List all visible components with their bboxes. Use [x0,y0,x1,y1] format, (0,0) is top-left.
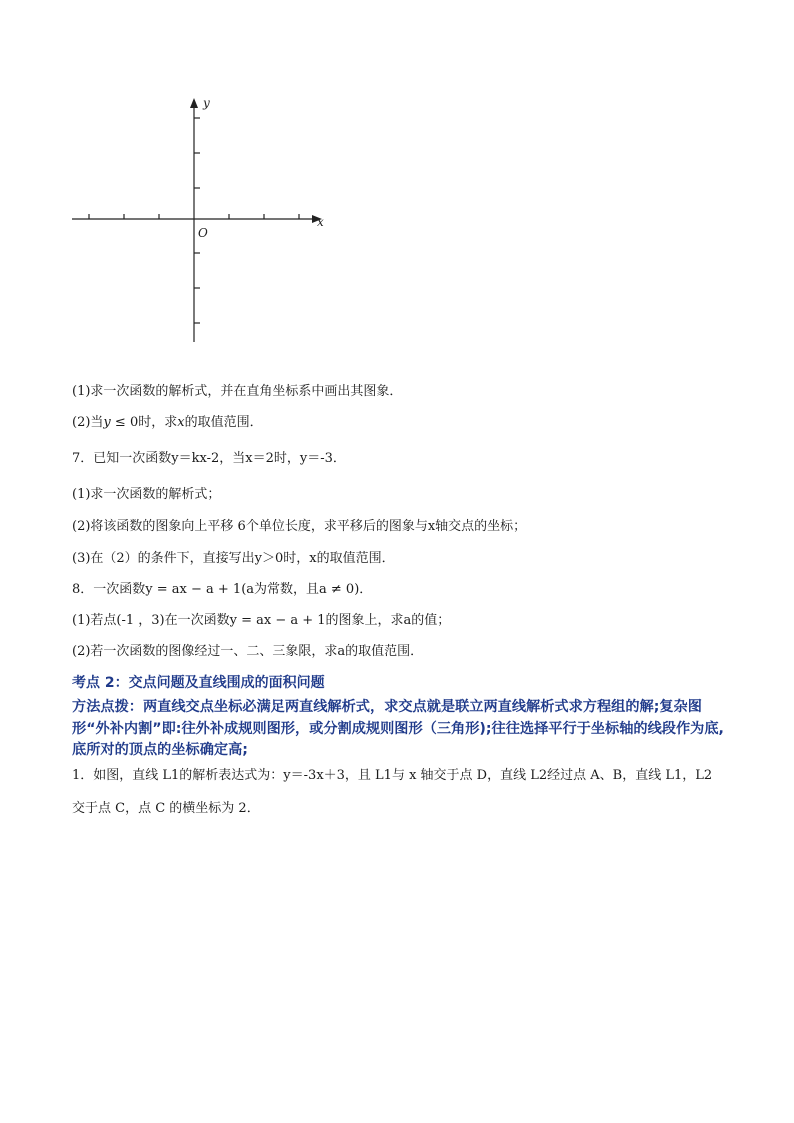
q6-part2 [72,414,263,432]
x-axis-label: x [317,215,324,229]
q8-part2: (2)若一次函数的图像经过一、二、三象限，求a的取值范围． [72,644,424,659]
q6-part2-suffix: 的取值范围． [184,415,263,430]
q7-part1: (1)求一次函数的解析式； [72,487,221,502]
q1-line2: 交于点 C，点 C 的横坐标为 2． [72,801,260,816]
y-axis-arrow [190,98,198,108]
q6-part2-var-x: x [177,415,185,430]
origin-label: O [198,226,208,240]
q6-part2-mid: ≤ 0时，求 [110,415,178,430]
q6-part2-var-y: y [103,415,111,430]
q7-stem: 7．已知一次函数y＝kx-2，当x＝2时，y＝-3． [72,451,346,466]
q6-part1: (1)求一次函数的解析式，并在直角坐标系中画出其图象． [72,384,403,399]
y-axis-label: y [203,96,210,110]
q7-part3: (3)在（2）的条件下，直接写出y＞0时，x的取值范围． [72,551,395,566]
method-tip: 方法点拨：两直线交点坐标必满足两直线解析式，求交点就是联立两直线解析式求方程组的解;复杂图形“外补内割”即:往外补成规则图形，或分割成规则图形（三角形);往往选择平行于坐标轴的线段作为底,底所对的顶点的坐标确定高; [72,699,724,758]
q8-part1: (1)若点(-1 ，3)在一次函数y = ax − a + 1的图象上，求a的值； [72,613,451,628]
section-heading: 考点 2：交点问题及直线围成的面积问题 [72,675,325,691]
q7-part2: (2)将该函数的图象向上平移 6个单位长度，求平移后的图象与x轴交点的坐标； [72,519,527,534]
q8-stem: 8．一次函数y = ax − a + 1(a为常数，且a ≠ 0)． [72,582,373,597]
y-ticks [194,118,200,323]
q6-part2-prefix: (2)当 [72,415,104,430]
q1-line1: 1．如图，直线 L1的解析表达式为：y＝-3x＋3，且 L1与 x 轴交于点 D，直线 L2经过点 A、B，直线 L1，L2 [72,768,713,783]
coordinate-axes [66,92,336,347]
